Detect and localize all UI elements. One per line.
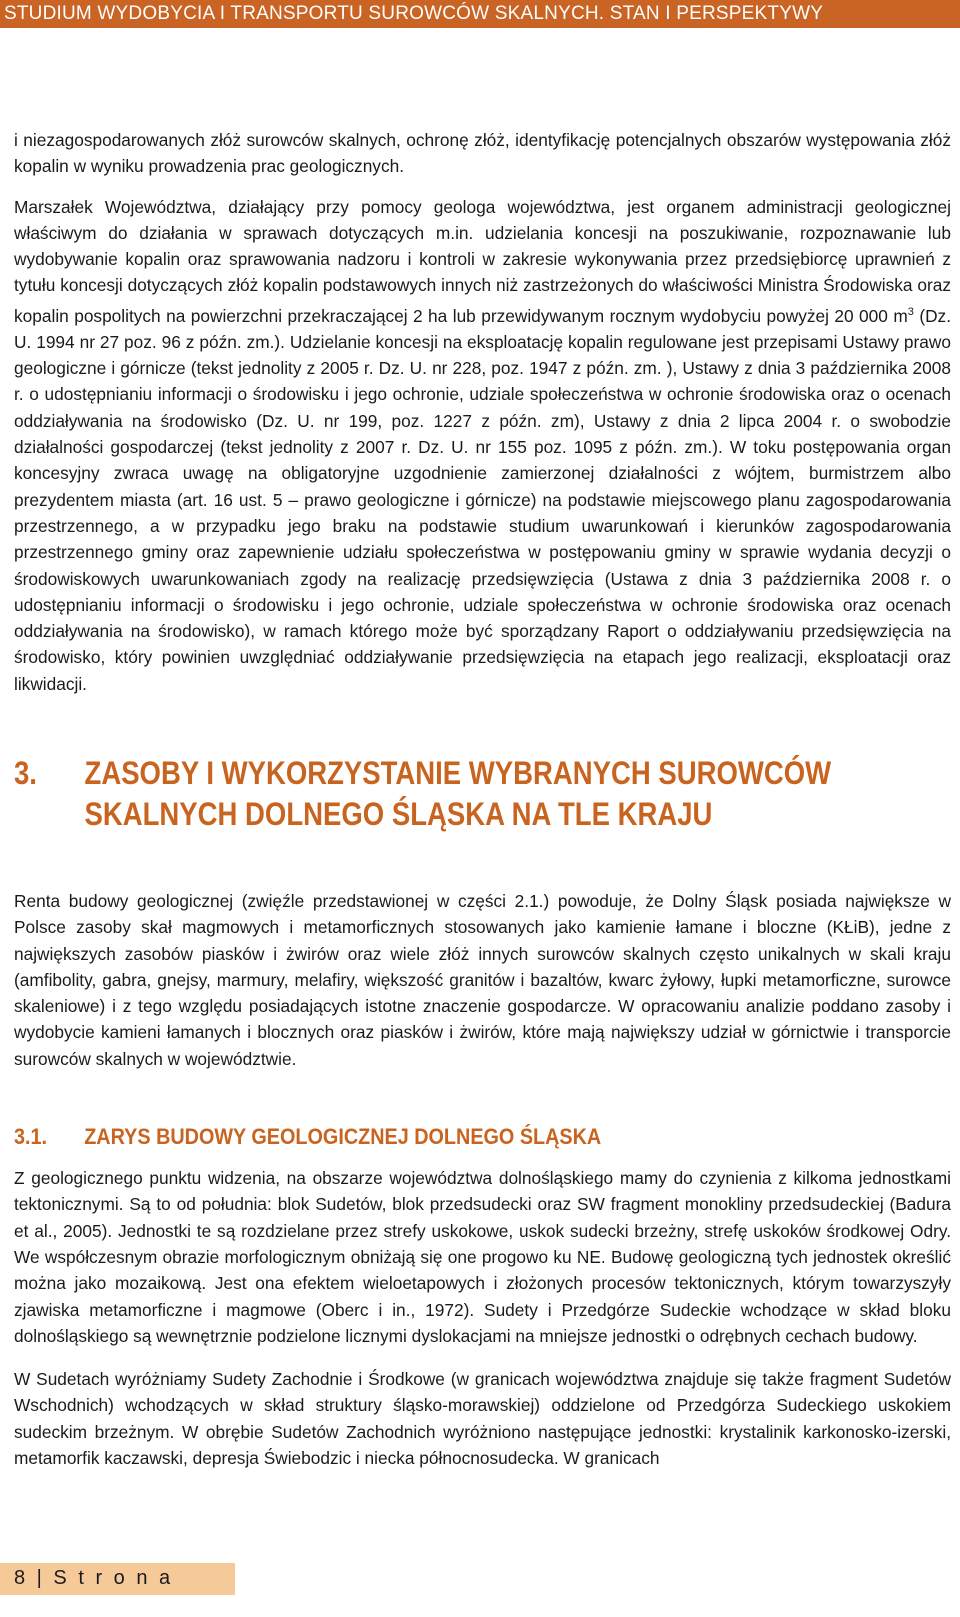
subsection-number: 3.1.: [14, 1124, 48, 1150]
paragraph-geological-rent: Renta budowy geologicznej (zwięźle przedstawionej w części 2.1.) powoduje, że Dolny Śląsk posiada największe w Polsce zasoby skał magmowych i metamorficznych stosowanych jako kamienie łamane i bloczne (KŁiB), jedne z największych zasobów piasków i żwirów oraz wiele złóż innych surowców skalnych często unikalnych w skali kraju (amfibolity, gabra, gnejsy, marmury, melafiry, większość granitów i bazaltów, kwarc żyłowy, łupki metamorficzne, surowce skaleniowe) i z tego względu posiadających istotne znaczenie gospodarcze. W opracowaniu analizie poddano zasoby i wydobycie kamieni łamanych i blocznych oraz piasków i żwirów, które mają największy udział w górnictwie i transporcie surowców skalnych w województwie.: [14, 891, 951, 1069]
subsection-title: ZARYS BUDOWY GEOLOGICZNEJ DOLNEGO ŚLĄSKA: [84, 1124, 602, 1150]
section-title-line-2: SKALNYCH DOLNEGO ŚLĄSKA NA TLE KRAJU: [84, 796, 713, 832]
subsection-heading-3-1: [14, 1123, 857, 1151]
section-title-line-1: ZASOBY I WYKORZYSTANIE WYBRANYCH SUROWCÓW: [84, 755, 832, 791]
page-number-label: 8 | S t r o n a: [14, 1567, 174, 1589]
section-title: [85, 753, 832, 835]
page-content: [14, 127, 951, 1471]
paragraph-continuation: i niezagospodarowanych złóż surowców skalnych, ochronę złóż, identyfikację potencjalnych obszarów występowania złóż kopalin w wyniku prowadzenia prac geologicznych.: [14, 130, 951, 177]
cubic-meter-superscript: 3: [907, 305, 914, 318]
section-number: 3.: [14, 755, 37, 791]
paragraph-marshal-text-rest: (Dz. U. 1994 nr 27 poz. 96 z późn. zm.). Udzielanie koncesji na eksploatację kopalin regulowane jest przepisami Ustawy prawo geologiczne i górnicze (tekst jednolity z 2005 r. Dz. U. nr 228, poz. 1947 z późn. zm. ), Ustawy z dnia 3 października 2008 r. o udostępnianiu informacji o środowisku i jego ochronie, udziale społeczeństwa w ochronie środowiska oraz o ocenach oddziaływania na środowisko (Dz. U. nr 199, poz. 1227 z późn. zm), Ustawy z dnia 2 lipca 2004 r. o swobodzie działalności gospodarczej (tekst jednolity z 2007 r. Dz. U. nr 155 poz. 1095 z późn. zm.). W toku postępowania organ koncesyjny zwraca uwagę na obligatoryjne uzgodnienie zamierzonej działalności z wójtem, burmistrzem albo prezydentem miasta (art. 16 ust. 5 – prawo geologiczne i górnicze) na podstawie miejscowego planu zagospodarowania przestrzennego, a w przypadku jego braku na podstawie studium uwarunkowań i kierunków zagospodarowania przestrzennego gminy oraz zapewnienie udziału społeczeństwa w postępowaniu gminy w sprawie wydania decyzji o środowiskowych uwarunkowaniach zgody na realizację przedsięwzięcia (Ustawa z dnia 3 października 2008 r. o udostępnianiu informacji o środowisku i jego ochronie, udziale społeczeństwa w ochronie środowiska oraz ocenach oddziaływania na środowisko), w ramach którego może być sporządzany Raport o oddziaływaniu przedsięwzięcia na środowisko, który powinien uwzględniać oddziaływanie przedsięwzięcia na etapach jego realizacji, eksploatacji oraz likwidacji.: [14, 305, 952, 694]
page-number-footer: [0, 1563, 235, 1595]
paragraph-marshal-text: Marszałek Województwa, działający przy pomocy geologa województwa, jest organem administracji geologicznej właściwym do działania w sprawach dotyczących m.in. udzielania koncesji na poszukiwanie, rozpoznawanie lub wydobywanie kopalin oraz sprawowania nadzoru i kontroli w zakresie wykonywania przez przedsiębiorcę uprawnień z tytułu koncesji dotyczących złóż kopalin podstawowych innych niż zastrzeżonych do właściwości Ministra Środowiska oraz kopalin pospolitych na powierzchni przekraczającej 2 ha lub przewidywanym rocznym wydobyciu powyżej 20 000 m: [14, 196, 951, 326]
paragraph-sudetes: W Sudetach wyróżniamy Sudety Zachodnie i Środkowe (w granicach województwa znajduje się także fragment Sudetów Wschodnich) wchodzących w skład struktury śląsko-morawskiej) oddzielone od Przedgórza Sudeckiego uskokiem sudeckim brzeżnym. W obrębie Sudetów Zachodnich wyróżniono następujące jednostki: krystalinik karkonosko-izerski, metamorfik kaczawski, depresja Świebodzic i niecka północnosudecka. W granicach: [14, 1369, 951, 1469]
paragraph-tectonic-units: Z geologicznego punktu widzenia, na obszarze województwa dolnośląskiego mamy do czynienia z kilkoma jednostkami tektonicznymi. Są to od południa: blok Sudetów, blok przedsudecki oraz SW fragment monokliny przedsudeckiej (Badura et al., 2005). Jednostki te są rozdzielane przez strefy uskokowe, uskok sudecki brzeżny, strefę uskoków środkowej Odry. We współczesnym obrazie morfologicznym obniżają się one progowo ku NE. Budowę geologiczną tych jednostek określić można jako mozaikową. Jest ona efektem wieloetapowych i złożonych procesów tektonicznych, którym towarzyszyły zjawiska metamorficzne i magmowe (Oberc i in., 1972). Sudety i Przedgórze Sudeckie wchodzące w skład bloku dolnośląskiego są wewnętrznie podzielone licznymi dyslokacjami na mniejsze jednostki o odrębnych cechach budowy.: [14, 1168, 951, 1346]
running-header-title: STUDIUM WYDOBYCIA I TRANSPORTU SUROWCÓW SKALNYCH. STAN I PERSPEKTYWY: [4, 3, 824, 24]
section-heading-3: [14, 753, 951, 835]
running-header-bar: [0, 0, 960, 28]
paragraph-marshal-authority: [14, 194, 951, 697]
